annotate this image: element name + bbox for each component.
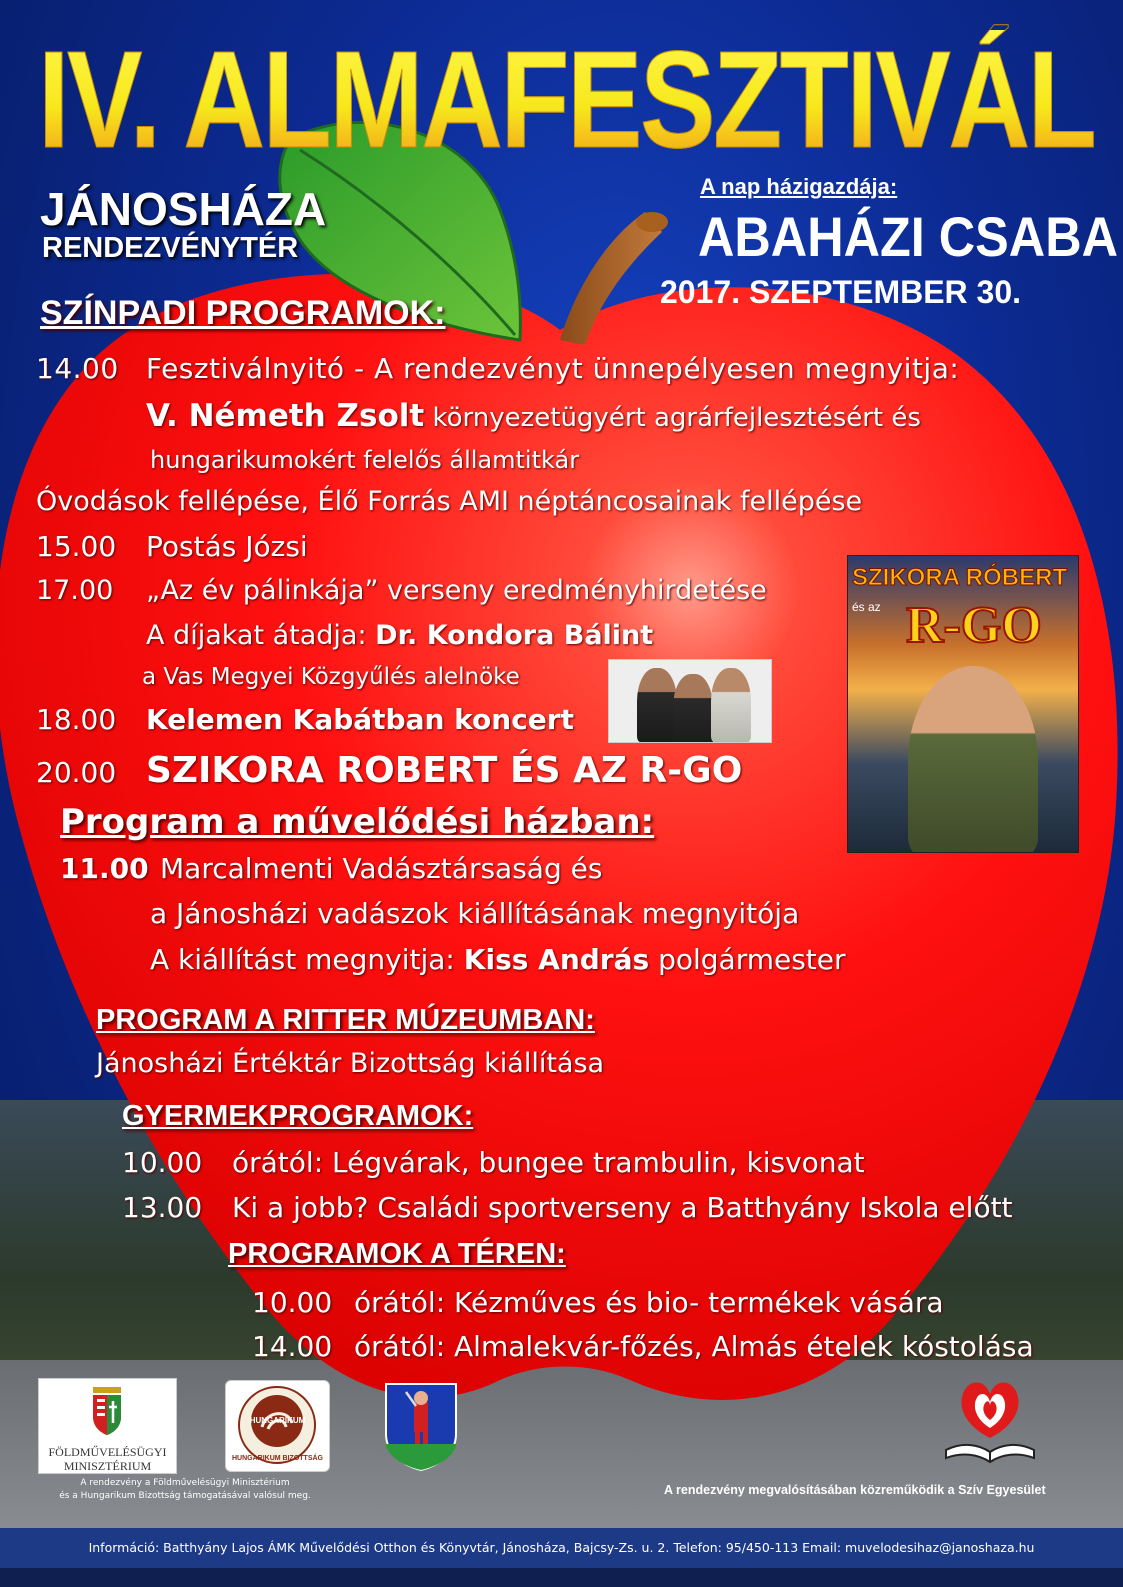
stage-item-5-text: Kelemen Kabátban koncert	[146, 703, 574, 736]
hungarikum-ring-text: HUNGARIKUM BIZOTTSÁG	[232, 1455, 323, 1462]
square-item-2-text: órától: Almalekvár-főzés, Almás ételek kóstolása	[354, 1330, 1034, 1363]
square-item-1-text: órától: Kézműves és bio- termékek vására	[354, 1286, 944, 1319]
culture-heading: Program a művelődési házban:	[60, 802, 655, 842]
square-item-1	[252, 1286, 944, 1319]
szikora-robert-poster-photo	[847, 555, 1079, 853]
location-town: JÁNOSHÁZA	[40, 183, 327, 235]
kids-item-2-time: 13.00	[122, 1191, 203, 1224]
kids-heading: GYERMEKPROGRAMOK:	[122, 1100, 474, 1132]
culture-item	[60, 852, 602, 885]
poster-photo-band: R-GO	[906, 597, 1042, 654]
support-caption-line1: A rendezvény a Földművelésügyi Minisztérium	[80, 1478, 290, 1488]
stage-item-1-guest-role: környezetügyért agrárfejlesztésért és	[432, 403, 921, 433]
stage-item-6	[36, 750, 742, 791]
stage-item-2: Óvodások fellépése, Élő Forrás AMI néptáncosainak fellépése	[36, 486, 863, 517]
kids-item-2-text: Ki a jobb? Családi sportverseny a Batthyány Iskola előtt	[232, 1191, 1013, 1224]
kids-item-1	[122, 1146, 865, 1179]
janoshaza-coat-of-arms-icon	[382, 1380, 460, 1472]
footer-bottom-strip	[0, 1568, 1123, 1587]
stage-heading: SZÍNPADI PROGRAMOK:	[40, 294, 446, 332]
ministry-name-line2: MINISZTÉRIUM	[63, 1459, 152, 1473]
band-member-2	[673, 674, 713, 743]
poster-photo-title: SZIKORA RÓBERT	[852, 564, 1068, 591]
square-item-1-time: 10.00	[252, 1286, 333, 1319]
location-venue: RENDEZVÉNYTÉR	[42, 232, 299, 264]
stage-item-1	[36, 352, 959, 385]
stage-item-3	[36, 530, 308, 563]
stage-item-5-time: 18.00	[36, 703, 117, 736]
singer-figure	[908, 666, 1038, 853]
square-item-2-time: 14.00	[252, 1330, 333, 1363]
kids-item-1-time: 10.00	[122, 1146, 203, 1179]
stage-item-1-guest	[146, 398, 921, 434]
sziv-egyesulet-logo-icon	[942, 1368, 1038, 1468]
stage-item-4-award-role: a Vas Megyei Közgyűlés alelnöke	[142, 664, 520, 690]
stage-item-3-time: 15.00	[36, 530, 117, 563]
stage-item-4-text: „Az év pálinkája” verseny eredményhirdetése	[146, 575, 767, 606]
stage-item-5	[36, 703, 574, 736]
stage-item-4	[36, 575, 767, 606]
event-date: 2017. SZEPTEMBER 30.	[660, 274, 1022, 310]
stage-item-4-award-prefix: A díjakat átadja:	[146, 620, 367, 651]
band-member-3	[711, 668, 751, 742]
band-member-1	[637, 668, 677, 742]
culture-opening	[150, 943, 846, 976]
stage-item-6-time: 20.00	[36, 756, 117, 789]
stage-item-4-award-name: Dr. Kondora Bálint	[375, 620, 654, 651]
host-name: ABAHÁZI CSABA	[698, 205, 1118, 268]
kids-item-2	[122, 1191, 1013, 1224]
square-heading: PROGRAMOK A TÉREN:	[228, 1238, 566, 1270]
festival-title: IV. ALMAFESZTIVÁL	[38, 23, 1095, 177]
apple-stem-top	[636, 212, 668, 232]
partner-caption: A rendezvény megvalósításában közreműködik a Szív Egyesület	[664, 1483, 1046, 1497]
culture-time: 11.00	[60, 852, 149, 885]
footer-info: Információ: Batthyány Lajos ÁMK Művelődési Otthon és Könyvtár, Jánosháza, Bajcsy-Zs. u. 2. Telefon: 95/450-113 Email: muvelodesihaz@janoshaza.hu	[0, 1528, 1123, 1568]
stage-item-4-time: 17.00	[36, 575, 114, 606]
culture-opening-name: Kiss András	[463, 943, 650, 976]
museum-text: Jánosházi Értéktár Bizottság kiállítása	[96, 1048, 605, 1079]
ministry-logo	[38, 1378, 177, 1474]
stage-item-6-text: SZIKORA ROBERT ÉS AZ R-GO	[146, 750, 743, 791]
stage-item-1-guest-role2: hungarikumokért felelős államtitkár	[150, 446, 580, 474]
kids-item-1-text: órától: Légvárak, bungee trambulin, kisvonat	[232, 1146, 865, 1179]
ministry-name-line1: FÖLDMŰVELÉSÜGYI	[48, 1445, 167, 1459]
stage-item-1-text: Fesztiválnyitó - A rendezvényt ünnepélyesen megnyitja:	[146, 352, 960, 385]
host-label: A nap házigazdája:	[700, 174, 898, 199]
poster-photo-sub: és az	[852, 600, 881, 614]
stage-item-1-guest-name: V. Németh Zsolt	[146, 398, 425, 434]
square-item-2	[252, 1330, 1034, 1363]
hungarikum-logo	[225, 1380, 330, 1472]
stage-item-3-text: Postás Józsi	[146, 530, 308, 563]
museum-heading: PROGRAM A RITTER MÚZEUMBAN:	[96, 1004, 595, 1036]
support-caption-line2: és a Hungarikum Bizottság támogatásával valósul meg.	[59, 1491, 311, 1501]
stage-item-1-time: 14.00	[36, 352, 119, 385]
culture-opening-suffix: polgármester	[658, 943, 846, 976]
kelemen-kabatban-band-photo	[608, 659, 772, 743]
culture-opening-prefix: A kiállítást megnyitja:	[150, 943, 455, 976]
culture-text: Marcalmenti Vadásztársaság és	[160, 852, 603, 885]
hungarian-coat-of-arms-icon	[39, 1379, 176, 1441]
hungarikum-inner-text: HUNGARIKUM	[249, 1416, 306, 1425]
culture-text-2: a Jánosházi vadászok kiállításának megnyitója	[150, 897, 800, 930]
stage-item-4-award	[146, 620, 653, 651]
